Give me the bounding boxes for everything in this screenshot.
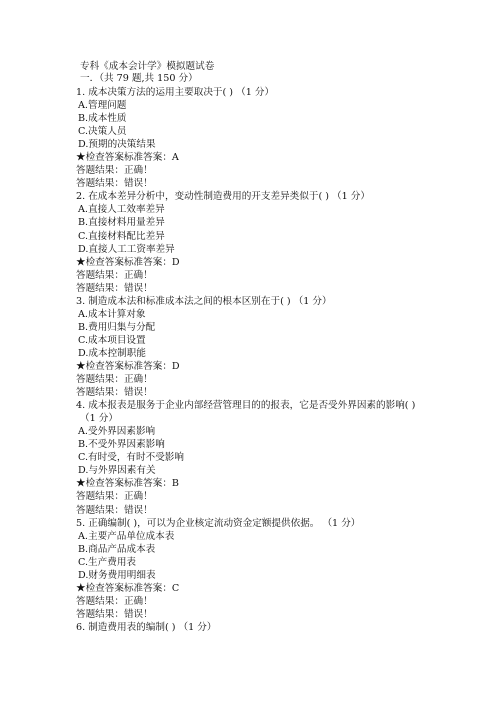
question-6 [76, 621, 486, 634]
result-correct: 答题结果：正确！ [76, 374, 153, 386]
question-stem: 4. 成本报表是服务于企业内部经营管理目的的报表，它是否受外界因素的影响( ) [76, 400, 416, 412]
option-b: B.直接材料用量差异 [78, 217, 165, 229]
option-c: C.决策人员 [78, 126, 127, 138]
option-c: C.直接材料配比差异 [78, 230, 165, 242]
question-stem: 5. 正确编制( )，可以为企业核定流动资金定额提供依据。 （1 分） [76, 517, 361, 529]
question-list [76, 86, 486, 634]
standard-answer: ★检查答案标准答案：D [76, 256, 180, 268]
result-correct: 答题结果：正确！ [76, 491, 153, 503]
option-c: C.成本项目设置 [78, 334, 146, 346]
option-a: A.主要产品单位成本表 [78, 530, 175, 542]
standard-answer: ★检查答案标准答案：A [76, 152, 179, 164]
option-a: A.直接人工效率差异 [78, 204, 165, 216]
question-5 [76, 517, 486, 621]
result-correct: 答题结果：正确！ [76, 595, 153, 607]
question-stem: 6. 制造费用表的编制( ) （1 分） [76, 621, 217, 633]
option-b: B.成本性质 [78, 113, 127, 125]
question-stem: 3. 制造成本法和标准成本法之间的根本区别在于( ) （1 分） [76, 295, 332, 307]
result-wrong: 答题结果：错误！ [76, 504, 153, 516]
result-wrong: 答题结果：错误！ [76, 282, 153, 294]
result-wrong: 答题结果：错误！ [76, 178, 153, 190]
option-a: A.管理问题 [78, 100, 127, 112]
question-4 [76, 399, 486, 516]
document-title: 专科《成本会计学》模拟题试卷 [80, 61, 215, 72]
option-d: D.直接人工工资率差异 [78, 243, 175, 255]
option-a: A.成本计算对象 [78, 308, 146, 320]
option-d: D.预期的决策结果 [78, 139, 156, 151]
option-a: A.受外界因素影响 [78, 426, 156, 438]
option-b: B.不受外界因素影响 [78, 439, 165, 451]
question-3 [76, 295, 486, 399]
standard-answer: ★检查答案标准答案：B [76, 478, 179, 490]
question-1 [76, 86, 486, 190]
question-2 [76, 190, 486, 294]
result-correct: 答题结果：正确！ [76, 165, 153, 177]
result-wrong: 答题结果：错误！ [76, 387, 153, 399]
option-b: B.商品产品成本表 [78, 543, 156, 555]
option-d: D.财务费用明细表 [78, 569, 156, 581]
option-d: D.成本控制职能 [78, 347, 146, 359]
standard-answer: ★检查答案标准答案：C [76, 582, 180, 594]
section-heading: 一．（共 79 题,共 150 分） [80, 73, 198, 84]
option-d: D.与外界因素有关 [78, 465, 156, 477]
option-c: C.有时受，有时不受影响 [78, 452, 184, 464]
question-stem: 2. 在成本差异分析中，变动性制造费用的开支差异类似于( ) （1 分） [76, 191, 370, 203]
result-wrong: 答题结果：错误！ [76, 608, 153, 620]
option-c: C.生产费用表 [78, 556, 137, 568]
option-b: B.费用归集与分配 [78, 321, 156, 333]
result-correct: 答题结果：正确！ [76, 269, 153, 281]
question-stem: 1. 成本决策方法的运用主要取决于( ) （1 分） [76, 87, 275, 98]
question-stem-continued: （1 分） [80, 413, 118, 425]
standard-answer: ★检查答案标准答案：D [76, 360, 180, 372]
